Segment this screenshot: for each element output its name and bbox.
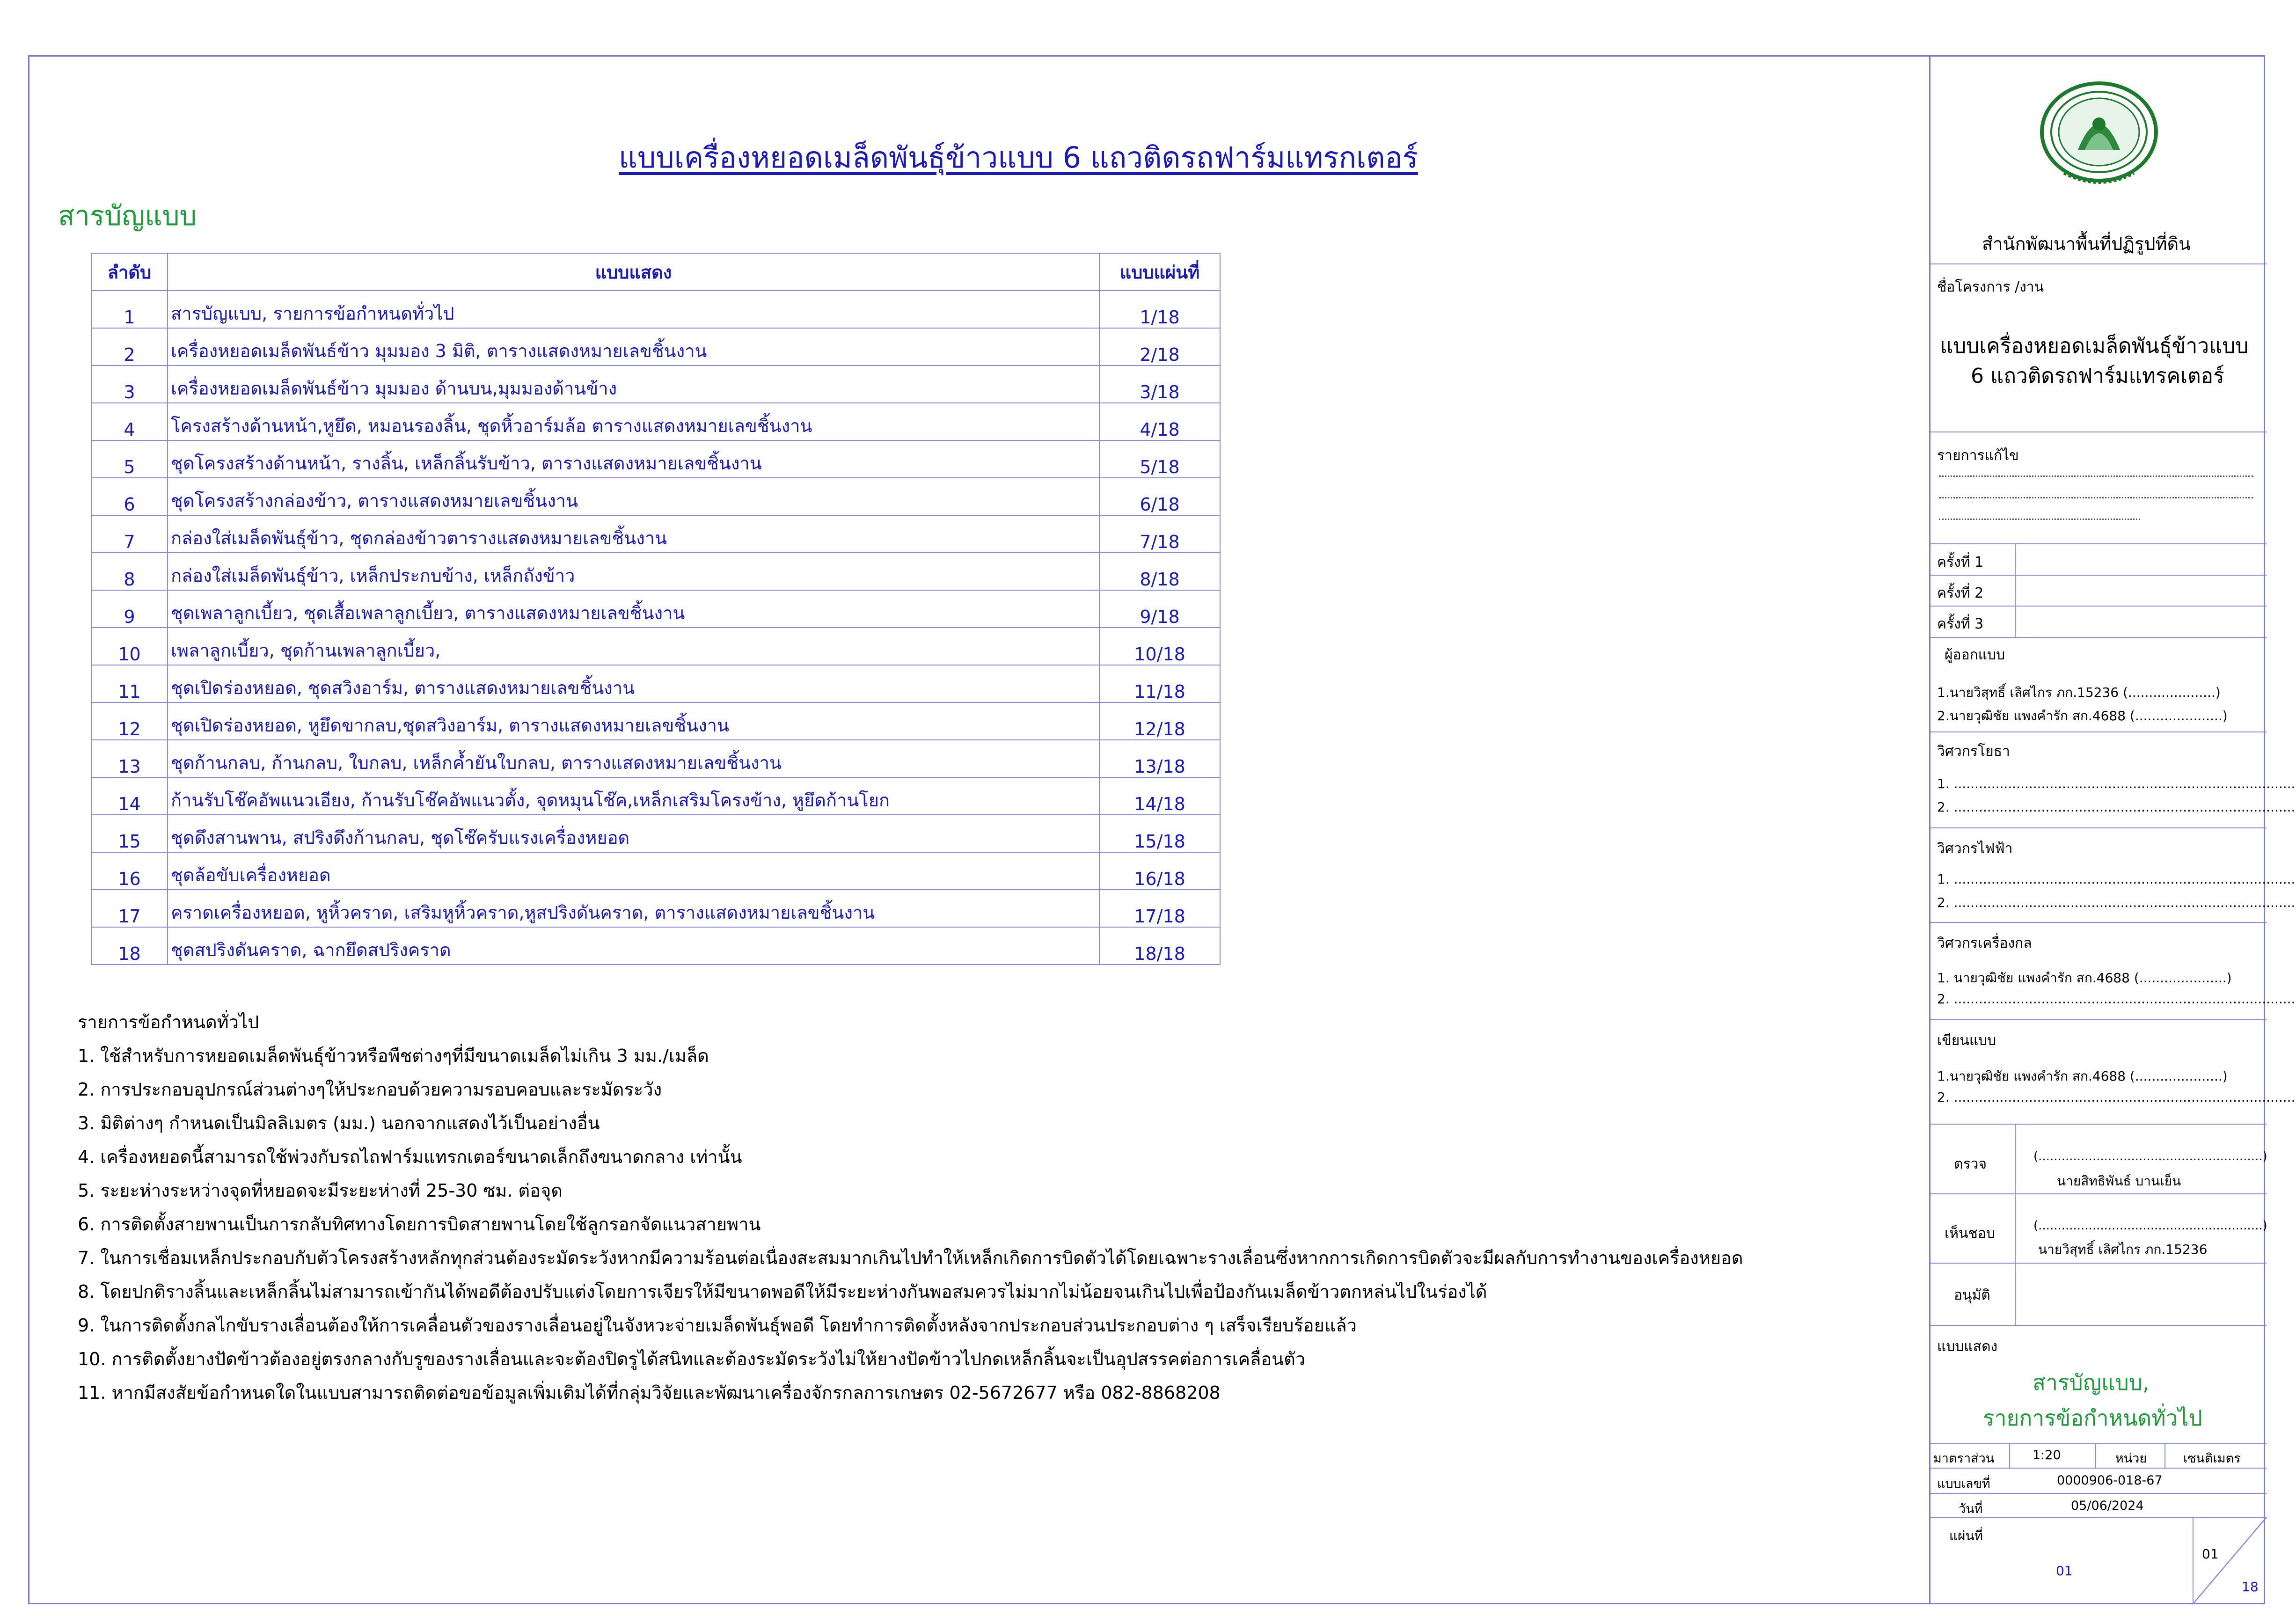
- toc-row-number: 17: [91, 890, 168, 927]
- revision-label: รายการแก้ไข: [1937, 447, 2019, 464]
- sheet-of-bottom: 18: [2242, 1579, 2259, 1594]
- designer-label: ผู้ออกแบบ: [1945, 647, 2005, 663]
- toc-row-number: 6: [91, 478, 168, 515]
- toc-row-sheet: 11/18: [1099, 665, 1220, 702]
- toc-row-sheet: 7/18: [1099, 515, 1220, 553]
- drawing-number-label: แบบเลขที่: [1937, 1477, 1990, 1491]
- toc-row-title: ชุดสปริงดันคราด, ฉากยึดสปริงคราด: [168, 927, 1099, 965]
- mechanical-engineer-1: 1. นายวุฒิชัย แพงคำรัก สก.4688 (.....................): [1937, 970, 2232, 986]
- toc-row-sheet: 4/18: [1099, 403, 1220, 440]
- toc-row-sheet: 12/18: [1099, 702, 1220, 740]
- toc-header-name: แบบแสดง: [168, 253, 1099, 291]
- toc-row: [91, 590, 1220, 628]
- toc-row: [91, 740, 1220, 777]
- toc-row-number: 7: [91, 515, 168, 553]
- mechanical-engineer-label: วิศวกรเครื่องกล: [1937, 935, 2032, 951]
- toc-row-title: ชุดเพลาลูกเบี้ยว, ชุดเสื้อเพลาลูกเบี้ยว, ตารางแสดงหมายเลขชิ้นงาน: [168, 590, 1099, 628]
- toc-row: [91, 665, 1220, 702]
- toc-row-sheet: 8/18: [1099, 553, 1220, 590]
- revision-2: ครั้งที่ 2: [1937, 585, 1984, 601]
- electrical-engineer-1: 1. ..................................................................................: [1937, 871, 2296, 887]
- requirement-item: 11. หากมีสงสัยข้อกำหนดใดในแบบสามารถติดต่อขอข้อมูลเพิ่มเติมได้ที่กลุ่มวิจัยและพัฒนาเครื่องจักรกลการเกษตร 02-5672677 หรือ 082-8868208: [78, 1382, 1221, 1403]
- civil-engineer-label: วิศวกรโยธา: [1937, 743, 2010, 760]
- designer-2: 2.นายวุฒิชัย แพงคำรัก สก.4688 (.....................): [1937, 708, 2228, 724]
- toc-row-number: 15: [91, 815, 168, 852]
- project-label: ชื่อโครงการ /งาน: [1937, 279, 2044, 295]
- toc-row: [91, 440, 1220, 478]
- toc-row-number: 3: [91, 366, 168, 403]
- toc-row-title: ชุดล้อขับเครื่องหยอด: [168, 852, 1099, 890]
- civil-engineer-2: 2. ..................................................................................: [1937, 799, 2296, 815]
- agree-label: เห็นชอบ: [1945, 1225, 1995, 1242]
- toc-row-number: 5: [91, 440, 168, 478]
- agree-signature-line: (..........................................................): [2033, 1219, 2267, 1233]
- check-label: ตรวจ: [1954, 1156, 1987, 1172]
- check-signature-line: (..........................................................): [2033, 1149, 2267, 1163]
- sheet-of-top: 01: [2202, 1546, 2219, 1562]
- sheet-value: 01: [2056, 1563, 2073, 1579]
- toc-row-sheet: 3/18: [1099, 366, 1220, 403]
- toc-row-number: 11: [91, 665, 168, 702]
- toc-row-number: 8: [91, 553, 168, 590]
- toc-row-number: 14: [91, 777, 168, 815]
- toc-row: [91, 890, 1220, 927]
- drafter-label: เขียนแบบ: [1937, 1032, 1996, 1049]
- toc-row-sheet: 1/18: [1099, 291, 1220, 328]
- toc-row: [91, 515, 1220, 553]
- check-name: นายสิทธิพันธ์ บานเย็น: [2057, 1173, 2181, 1189]
- scale-label: มาตราส่วน: [1933, 1451, 1995, 1466]
- toc-row-title: กล่องใส่เมล็ดพันธุ์ข้าว, เหล็กประกบข้าง, เหล็กถังข้าว: [168, 553, 1099, 590]
- requirement-item: 5. ระยะห่างระหว่างจุดที่หยอดจะมีระยะห่างที่ 25-30 ซม. ต่อจุด: [78, 1180, 563, 1201]
- toc-row: [91, 478, 1220, 515]
- requirement-item: 4. เครื่องหยอดนี้สามารถใช้พ่วงกับรถไถฟาร์มแทรกเตอร์ขนาดเล็กถึงขนาดกลาง เท่านั้น: [78, 1147, 742, 1167]
- toc-row: [91, 553, 1220, 590]
- toc-row-sheet: 17/18: [1099, 890, 1220, 927]
- drafter-2: 2. ..................................................................................: [1937, 1090, 2296, 1105]
- toc-row: [91, 852, 1220, 890]
- requirement-item: 7. ในการเชื่อมเหล็กประกอบกับตัวโครงสร้างหลักทุกส่วนต้องระมัดระวังหากมีความร้อนต่อเนื่องสะสมมากเกินไปทำให้เหล็กเกิดการบิดตัวได้โดยเฉพาะรางเลื่อนซึ่งหากการเกิดการบิดตัวจะมีผลกับการทำงานของเครื่องหยอด: [78, 1248, 1743, 1268]
- toc-row-sheet: 5/18: [1099, 440, 1220, 478]
- project-name-line1: แบบเครื่องหยอดเมล็ดพันธุ์ข้าวแบบ: [1940, 334, 2249, 358]
- toc-row: [91, 702, 1220, 740]
- sheet-label: แผ่นที่: [1949, 1528, 1983, 1543]
- toc-row: [91, 366, 1220, 403]
- title-block: [1929, 55, 2296, 1604]
- toc-row: [91, 777, 1220, 815]
- date-label: วันที่: [1959, 1502, 1983, 1516]
- electrical-engineer-label: วิศวกรไฟฟ้า: [1937, 841, 2013, 857]
- requirement-item: 2. การประกอบอุปกรณ์ส่วนต่างๆให้ประกอบด้วยความรอบคอบและระมัดระวัง: [78, 1079, 662, 1100]
- designer-1: 1.นายวิสุทธิ์ เลิศไกร ภก.15236 (.....................): [1937, 685, 2221, 700]
- drawing-title-line2: รายการข้อกำหนดทั่วไป: [1983, 1405, 2202, 1431]
- toc-row-number: 12: [91, 702, 168, 740]
- drawing-title-line1: สารบัญแบบ,: [2033, 1370, 2150, 1395]
- drawing-title: แบบเครื่องหยอดเมล็ดพันธุ์ข้าวแบบ 6 แถวติดรถฟาร์มแทรกเตอร์: [619, 140, 1419, 175]
- toc-row-title: เครื่องหยอดเมล็ดพันธ์ข้าว มุมมอง 3 มิติ, ตารางแสดงหมายเลขชิ้นงาน: [168, 328, 1099, 366]
- unit-value: เซนติเมตร: [2183, 1451, 2241, 1466]
- toc-row-number: 16: [91, 852, 168, 890]
- toc-row-number: 1: [91, 291, 168, 328]
- toc-row: [91, 927, 1220, 965]
- approve-label: อนุมัติ: [1954, 1287, 1990, 1303]
- revision-3: ครั้งที่ 3: [1937, 616, 1984, 632]
- requirement-item: 9. ในการติดตั้งกลไกขับรางเลื่อนต้องให้การเคลื่อนตัวของรางเลื่อนอยู่ในจังหวะจ่ายเมล็ดพันธุ์พอดี โดยทำการติดตั้งหลังจากประกอบส่วนประกอบต่าง ๆ เสร็จเรียบร้อยแล้ว: [78, 1315, 1357, 1336]
- toc-row-number: 9: [91, 590, 168, 628]
- toc-row-number: 4: [91, 403, 168, 440]
- agency-name: สำนักพัฒนาพื้นที่ปฏิรูปที่ดิน: [1982, 234, 2191, 254]
- toc-row-number: 18: [91, 927, 168, 965]
- toc-row-sheet: 16/18: [1099, 852, 1220, 890]
- toc-header-no: ลำดับ: [91, 253, 168, 291]
- toc-row-sheet: 13/18: [1099, 740, 1220, 777]
- toc-row: [91, 328, 1220, 366]
- drawing-number-value: 0000906-018-67: [2057, 1473, 2163, 1488]
- toc-row-sheet: 15/18: [1099, 815, 1220, 852]
- toc-table: [91, 253, 1221, 965]
- toc-row-sheet: 10/18: [1099, 628, 1220, 665]
- toc-row-number: 10: [91, 628, 168, 665]
- toc-row-number: 2: [91, 328, 168, 366]
- requirements-section: [78, 1005, 1743, 1410]
- project-name-line2: 6 แถวติดรถฟาร์มแทรคเตอร์: [1971, 364, 2224, 388]
- date-value: 05/06/2024: [2071, 1499, 2144, 1513]
- agree-name: นายวิสุทธิ์ เลิศไกร ภก.15236: [2038, 1242, 2208, 1257]
- toc-row-sheet: 6/18: [1099, 478, 1220, 515]
- toc-row-title: สารบัญแบบ, รายการข้อกำหนดทั่วไป: [168, 291, 1099, 328]
- requirements-heading: รายการข้อกำหนดทั่วไป: [78, 1012, 259, 1032]
- mechanical-engineer-2: 2. ..................................................................................: [1937, 991, 2296, 1007]
- toc-row: [91, 291, 1220, 328]
- requirement-item: 8. โดยปกติรางลิ้นและเหล็กลิ้นไม่สามารถเข้ากันได้พอดีต้องปรับแต่งโดยการเจียรให้มีขนาดพอดีให้มีระยะห่างกันพอสมควรไม่มากไม่น้อยจนเกินไปเพื่อป้องกันเมล็ดข้าวตกหล่นไปในร่องได้: [78, 1281, 1487, 1302]
- toc-heading: สารบัญแบบ: [58, 200, 197, 232]
- requirement-item: 6. การติดตั้งสายพานเป็นการกลับทิศทางโดยการบิดสายพานโดยใช้ลูกรอกจัดแนวสายพาน: [78, 1214, 761, 1235]
- toc-row-sheet: 14/18: [1099, 777, 1220, 815]
- requirement-item: 10. การติดตั้งยางปัดข้าวต้องอยู่ตรงกลางกับรูของรางเลื่อนและจะต้องปิดรูได้สนิทและต้องระมัดระวังไม่ให้ยางปัดข้าวไปกดเหล็กลิ้นจะเป็นอุปสรรคต่อการเคลื่อนตัว: [78, 1349, 1306, 1369]
- toc-row-title: เพลาลูกเบี้ยว, ชุดก้านเพลาลูกเบี้ยว,: [168, 628, 1099, 665]
- toc-row-title: ชุดเปิดร่องหยอด, หูยึดขากลบ,ชุดสวิงอาร์ม, ตารางแสดงหมายเลขชิ้นงาน: [168, 702, 1099, 740]
- toc-header-row: [91, 253, 1220, 291]
- requirement-item: 1. ใช้สำหรับการหยอดเมล็ดพันธุ์ข้าวหรือพืชต่างๆที่มีขนาดเมล็ดไม่เกิน 3 มม./เมล็ด: [78, 1046, 709, 1066]
- scale-value: 1:20: [2033, 1448, 2061, 1462]
- toc-row-title: เครื่องหยอดเมล็ดพันธ์ข้าว มุมมอง ด้านบน,มุมมองด้านข้าง: [168, 366, 1099, 403]
- civil-engineer-1: 1. ..................................................................................: [1937, 776, 2296, 791]
- toc-row-title: คราดเครื่องหยอด, หูหิ้วคราด, เสริมหูหิ้วคราด,หูสปริงดันคราด, ตารางแสดงหมายเลขชิ้นงาน: [168, 890, 1099, 927]
- toc-row-title: ชุดเปิดร่องหยอด, ชุดสวิงอาร์ม, ตารางแสดงหมายเลขชิ้นงาน: [168, 665, 1099, 702]
- toc-row-sheet: 2/18: [1099, 328, 1220, 366]
- toc-row: [91, 815, 1220, 852]
- toc-row-title: โครงสร้างด้านหน้า,หูยึด, หมอนรองลิ้น, ชุดหิ้วอาร์มล้อ ตารางแสดงหมายเลขชิ้นงาน: [168, 403, 1099, 440]
- toc-row-sheet: 9/18: [1099, 590, 1220, 628]
- toc-row-title: ก้านรับโช๊คอัพแนวเอียง, ก้านรับโช๊คอัพแนวตั้ง, จุดหมุนโช๊ค,เหล็กเสริมโครงข้าง, หูยึดก้านโยก: [168, 777, 1099, 815]
- toc-row-sheet: 18/18: [1099, 927, 1220, 965]
- toc-row-title: ชุดก้านกลบ, ก้านกลบ, ใบกลบ, เหล็กค้ำยันใบกลบ, ตารางแสดงหมายเลขชิ้นงาน: [168, 740, 1099, 777]
- toc-row: [91, 403, 1220, 440]
- toc-row-title: ชุดดึงสานพาน, สปริงดึงก้านกลบ, ชุดโช๊ครับแรงเครื่องหยอด: [168, 815, 1099, 852]
- toc-row-title: ชุดโครงสร้างด้านหน้า, รางลิ้น, เหล็กลิ้นรับข้าว, ตารางแสดงหมายเลขชิ้นงาน: [168, 440, 1099, 478]
- toc-row-title: ชุดโครงสร้างกล่องข้าว, ตารางแสดงหมายเลขชิ้นงาน: [168, 478, 1099, 515]
- revision-1: ครั้งที่ 1: [1937, 554, 1984, 570]
- drawing-label: แบบแสดง: [1937, 1338, 1998, 1355]
- unit-label: หน่วย: [2115, 1451, 2147, 1466]
- requirement-item: 3. มิติต่างๆ กำหนดเป็นมิลลิเมตร (มม.) นอกจากแสดงไว้เป็นอย่างอื่น: [78, 1113, 600, 1133]
- toc-row: [91, 628, 1220, 665]
- toc-row-title: กล่องใส่เมล็ดพันธุ์ข้าว, ชุดกล่องข้าวตารางแสดงหมายเลขชิ้นงาน: [168, 515, 1099, 553]
- drafter-1: 1.นายวุฒิชัย แพงคำรัก สก.4688 (.....................): [1937, 1068, 2228, 1084]
- toc-header-sheet: แบบแผ่นที่: [1099, 253, 1220, 291]
- electrical-engineer-2: 2. ..................................................................................: [1937, 895, 2296, 910]
- toc-row-number: 13: [91, 740, 168, 777]
